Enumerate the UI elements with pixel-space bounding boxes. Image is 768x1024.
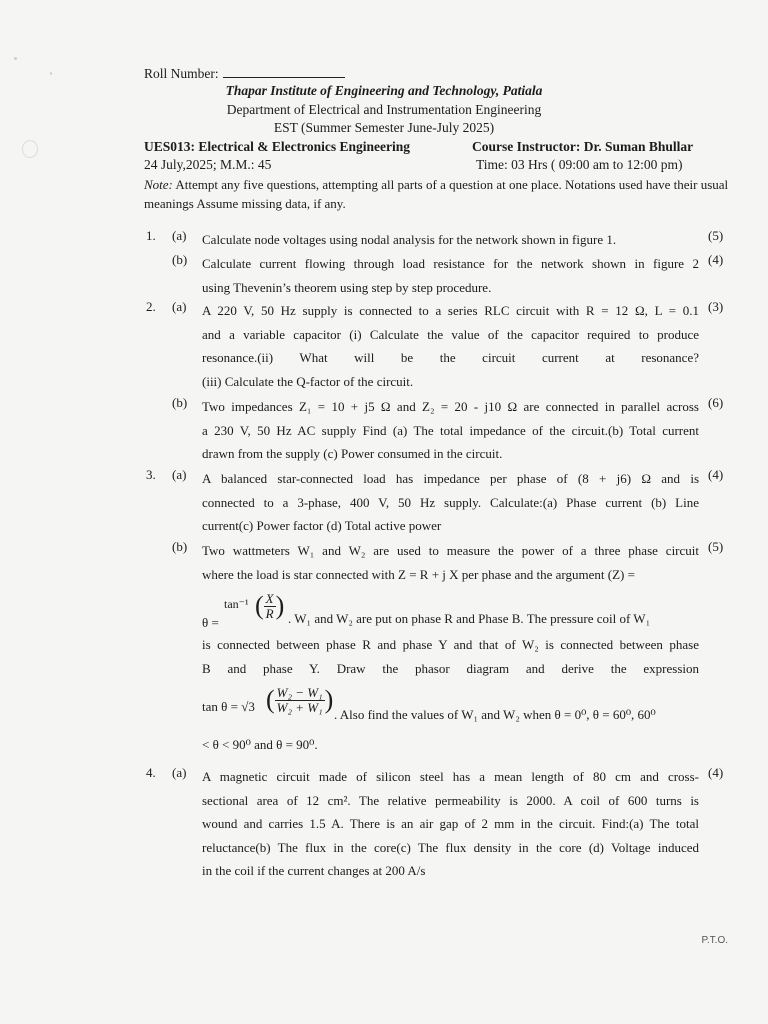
- fraction-wattmeter: ( $\frac{\text{W₂ − W₁}}{\text{W₂ + W₁}}$ ): [266, 684, 334, 715]
- question-line: reluctance(b) The flux in the core(c) The flux density in the core (d) Voltage induced: [202, 839, 699, 855]
- scan-speck: [22, 140, 38, 158]
- marks: (5): [708, 228, 724, 243]
- institute-name: Thapar Institute of Engineering and Technology, Patiala: [225, 83, 543, 98]
- question-1b-text: [202, 252, 699, 299]
- question-part-label: (a): [172, 228, 187, 243]
- question-number: 1.: [146, 228, 156, 243]
- question-line: Two wattmeters W₁ and W₂ are used to measure the power of a three phase circuit: [202, 543, 699, 558]
- question-line: sectional area of 12 cm². The relative permeability is 2000. A coil of 600 turns is: [202, 792, 699, 808]
- scan-speck: [50, 72, 52, 75]
- question-line: Calculate node voltages using nodal analysis for the network shown in figure 1.: [202, 232, 617, 247]
- note-label: Note:: [144, 177, 173, 192]
- question-line: Two impedances Z₁ = 10 + j5 Ω and Z₂ = 20 - j10 Ω are connected in parallel across: [202, 399, 699, 414]
- scan-speck: [14, 57, 17, 60]
- question-number: 2.: [146, 299, 156, 314]
- date-max-marks: 24 July,2025; M.M.: 45: [144, 157, 272, 172]
- question-line: where the load is star connected with Z = R + j X per phase and the argument (Z) =: [202, 566, 635, 582]
- question-line: . W₁ and W₂ are put on phase R and Phase B. The pressure coil of W₁: [288, 611, 651, 626]
- question-line: in the coil if the current changes at 200 A/s: [202, 863, 426, 878]
- question-part-label: (a): [172, 299, 187, 314]
- question-line: connected to a 3-phase, 400 V, 50 Hz supply. Calculate:(a) Phase current (b) Line: [202, 494, 699, 510]
- question-number: 4.: [146, 765, 156, 780]
- tan-theta-expression: [202, 685, 707, 731]
- exam-time: Time: 03 Hrs ( 09:00 am to 12:00 pm): [476, 157, 683, 172]
- question-line: a 230 V, 50 Hz AC supply Find (a) The total impedance of the circuit.(b) Total current: [202, 422, 699, 438]
- roll-number-blank: [223, 67, 345, 78]
- question-2a-text: [202, 299, 699, 393]
- marks: (4): [708, 765, 724, 780]
- question-line: B and phase Y. Draw the phasor diagram and derive the expression: [202, 660, 699, 676]
- question-line: current(c) Power factor (d) Total active power: [202, 518, 442, 533]
- theta-symbol: θ =: [202, 615, 219, 630]
- tan-inverse: tan⁻¹: [224, 597, 249, 611]
- marks: (3): [708, 299, 724, 314]
- question-part-label: (a): [172, 467, 187, 482]
- tan-theta-label: tan θ = √3: [202, 699, 255, 714]
- question-part-label: (b): [172, 539, 188, 554]
- question-2b-text: [202, 395, 699, 466]
- question-line: Calculate current flowing through load resistance for the network shown in figure 2: [202, 256, 699, 271]
- department-name: Department of Electrical and Instrumentation Engineering: [226, 102, 542, 117]
- question-line: (iii) Calculate the Q-factor of the circuit.: [202, 373, 414, 389]
- fraction-numerator: W₂ − W₁: [276, 684, 323, 700]
- marks: (4): [708, 467, 724, 482]
- question-3a-text: [202, 467, 699, 538]
- question-line: using Thevenin’s theorem using step by step procedure.: [202, 279, 492, 295]
- question-line: < θ < 90⁰ and θ = 90⁰.: [202, 737, 318, 752]
- question-line: and a variable capacitor (i) Calculate the value of the capacitor required to produce: [202, 326, 699, 342]
- question-line: wound and carries 1.5 A. There is an air gap of 2 mm in the circuit. Find:(a) The total: [202, 816, 699, 831]
- question-line: drawn from the supply (c) Power consumed in the circuit.: [202, 446, 503, 461]
- marks: (4): [708, 252, 724, 267]
- question-number: 3.: [146, 467, 156, 482]
- marks: (5): [708, 539, 724, 554]
- question-1a-text: [202, 228, 699, 252]
- roll-number: [144, 66, 345, 82]
- fraction-denominator: W₂ + W₁: [276, 699, 323, 715]
- course-instructor: Course Instructor: Dr. Suman Bhullar: [472, 139, 694, 154]
- please-turn-over: P.T.O.: [701, 935, 728, 946]
- roll-number-label: Roll Number:: [144, 66, 219, 81]
- exam-title: EST (Summer Semester June-July 2025): [273, 120, 495, 135]
- question-3b-text-continued: [202, 633, 699, 680]
- question-3b-text: [202, 539, 699, 586]
- question-part-label: (b): [172, 395, 188, 410]
- question-line: resonance.(ii) What will be the circuit current at resonance?: [202, 350, 699, 365]
- theta-equation: [202, 589, 707, 633]
- question-line: . Also find the values of W₁ and W₂ when θ = 0⁰, θ = 60⁰, 60⁰: [334, 707, 656, 722]
- question-part-label: (a): [172, 765, 187, 780]
- question-line: is connected between phase R and phase Y and that of W₂ is connected between phase: [202, 637, 699, 652]
- course-code: UES013: Electrical & Electronics Engineering: [144, 139, 410, 154]
- question-line: A balanced star-connected load has impedance per phase of (8 + j6) Ω and is: [202, 471, 699, 486]
- question-line: A magnetic circuit made of silicon steel has a mean length of 80 cm and cross-: [202, 769, 699, 784]
- marks: (6): [708, 395, 724, 410]
- note-text: Attempt any five questions, attempting all parts of a question at one place. Notations used have their usual meanings Assume missing data, if any.: [144, 177, 729, 211]
- fraction-denominator: R: [265, 605, 274, 621]
- instructions-note: [144, 175, 736, 213]
- fraction-x-over-r: ( $\frac{X}{R}$ ): [255, 590, 285, 621]
- fraction-numerator: X: [265, 590, 274, 606]
- question-4a-text: [202, 765, 699, 883]
- question-line: A 220 V, 50 Hz supply is connected to a series RLC circuit with R = 12 Ω, L = 0.1: [202, 303, 699, 318]
- question-part-label: (b): [172, 252, 188, 267]
